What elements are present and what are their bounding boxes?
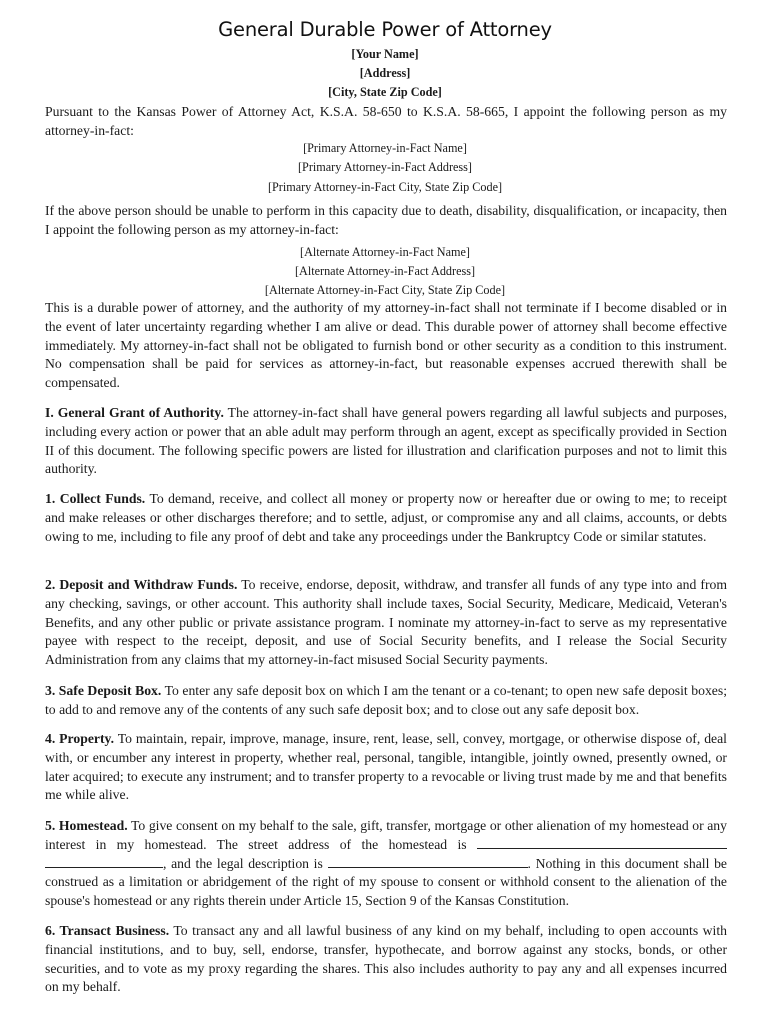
section-text: To receive, endorse, deposit, withdraw, and transfer all funds of any type into and from any checking, savings, or other account. This authority shall include taxes, Social Security, Medicare, Medicaid, Veteran's Benefits, and any other public or private assistance program. I nominate my attorney-in-fact to serve as my representative payee with respect to the receipt, deposit, and use of Social Security benefits, and I release the Social Security Administration from any claims that my attorney-in-fact misused Social Security payments.: [45, 577, 728, 668]
intro-paragraph: Pursuant to the Kansas Power of Attorney Act, K.S.A. 58-650 to K.S.A. 58-665, I appoint the following person as my attorney-in-fact:: [45, 104, 727, 138]
primary-agent-name: [Primary Attorney-in-Fact Name]: [303, 141, 467, 155]
homestead-address-field[interactable]: [477, 836, 727, 849]
section-transact-business: [45, 922, 727, 997]
section-deposit-withdraw: [45, 576, 727, 670]
section-heading: 4. Property.: [45, 731, 115, 746]
section-heading: 2. Deposit and Withdraw Funds.: [45, 577, 238, 592]
section-text: To enter any safe deposit box on which I am the tenant or a co-tenant; to open new safe deposit boxes; to add to and remove any of the contents of any such safe deposit box; and to close out any safe deposit box.: [45, 683, 727, 717]
section-text: , and the legal description is: [163, 855, 323, 871]
legal-description-field[interactable]: [328, 855, 528, 868]
principal-address: [Address]: [359, 66, 411, 80]
section-heading: 5. Homestead.: [45, 818, 128, 833]
principal-city-state-zip: [City, State Zip Code]: [328, 85, 442, 99]
durable-paragraph: This is a durable power of attorney, and the authority of my attorney-in-fact shall not terminate if I become disabled or in the event of later uncertainty regarding whether I am alive or dead. This durable power of attorney shall become effective immediately. My attorney-in-fact shall not be obligated to furnish bond or other security as a condition to this instrument. No compensation shall be paid for services as attorney-in-fact, but reasonable expenses accrued therewith shall be compensated.: [45, 300, 727, 391]
section-heading: 1. Collect Funds.: [45, 491, 146, 506]
section-heading: 6. Transact Business.: [45, 923, 170, 938]
section-general-grant: [45, 404, 727, 479]
section-heading: I. General Grant of Authority.: [45, 405, 224, 420]
section-text: The attorney-in-fact shall have general powers regarding all lawful subjects and purposes, including every action or power that an able adult may perform through an agent, except as specifically provided in Section II of this document. The following specific powers are listed for illustration and clarification purposes and not to limit this authority.: [45, 405, 728, 477]
section-homestead: [45, 817, 727, 911]
section-collect-funds: [45, 490, 727, 546]
section-text: To transact any and all lawful business of any kind on my behalf, including to open accounts with financial institutions, and to buy, sell, endorse, transfer, hypothecate, and borrow against any stocks, bonds, or other securities, and to vote as my proxy regarding the shares. This also includes authority to pay any and all expenses incurred on my behalf.: [45, 923, 727, 995]
homestead-address-field-continued[interactable]: [45, 855, 163, 868]
alternate-agent-address: [Alternate Attorney-in-Fact Address]: [294, 264, 476, 278]
alternate-intro-paragraph: If the above person should be unable to perform in this capacity due to death, disability, disqualification, or incapacity, then I appoint the following person as my attorney-in-fact:: [45, 203, 727, 237]
section-text: To demand, receive, and collect all money or property now or hereafter due or owing to me; to receipt and make releases or other discharges therefore; and to settle, adjust, or compromise any and all claims, accounts, or debts owing to me, including to file any proof of debt and take any proceedings under the Bankruptcy Code or similar statutes.: [45, 491, 727, 544]
section-text: To give consent on my behalf to the sale, gift, transfer, mortgage or other alienation of my homestead or any interest in my homestead. The street address of the homestead is: [45, 818, 727, 852]
section-text: To maintain, repair, improve, manage, insure, rent, lease, sell, convey, mortgage, or otherwise dispose of, deal with, or encumber any interest in property, whether real, personal, tangible, intangible, jointly owned, presently owned, or later acquired; to execute any instrument; and to transfer property to a revocable or living trust made by me and that benefits me while alive.: [45, 731, 727, 803]
alternate-agent-city-state-zip: [Alternate Attorney-in-Fact City, State Zip Code]: [264, 283, 506, 297]
primary-agent-address: [Primary Attorney-in-Fact Address]: [298, 160, 472, 174]
document-title: General Durable Power of Attorney: [218, 18, 552, 41]
principal-name: [Your Name]: [351, 47, 419, 61]
section-heading: 3. Safe Deposit Box.: [45, 683, 162, 698]
section-property: [45, 730, 727, 805]
section-text: . Nothing in this document shall be construed as a limitation or abridgement of the right of my spouse to consent or withhold consent to the alienation of the spouse's homestead or any rights therein under Article 15, Section 9 of the Kansas Constitution.: [45, 855, 727, 909]
section-safe-deposit: [45, 682, 727, 720]
primary-agent-city-state-zip: [Primary Attorney-in-Fact City, State Zip Code]: [267, 180, 503, 194]
alternate-agent-name: [Alternate Attorney-in-Fact Name]: [300, 245, 470, 259]
